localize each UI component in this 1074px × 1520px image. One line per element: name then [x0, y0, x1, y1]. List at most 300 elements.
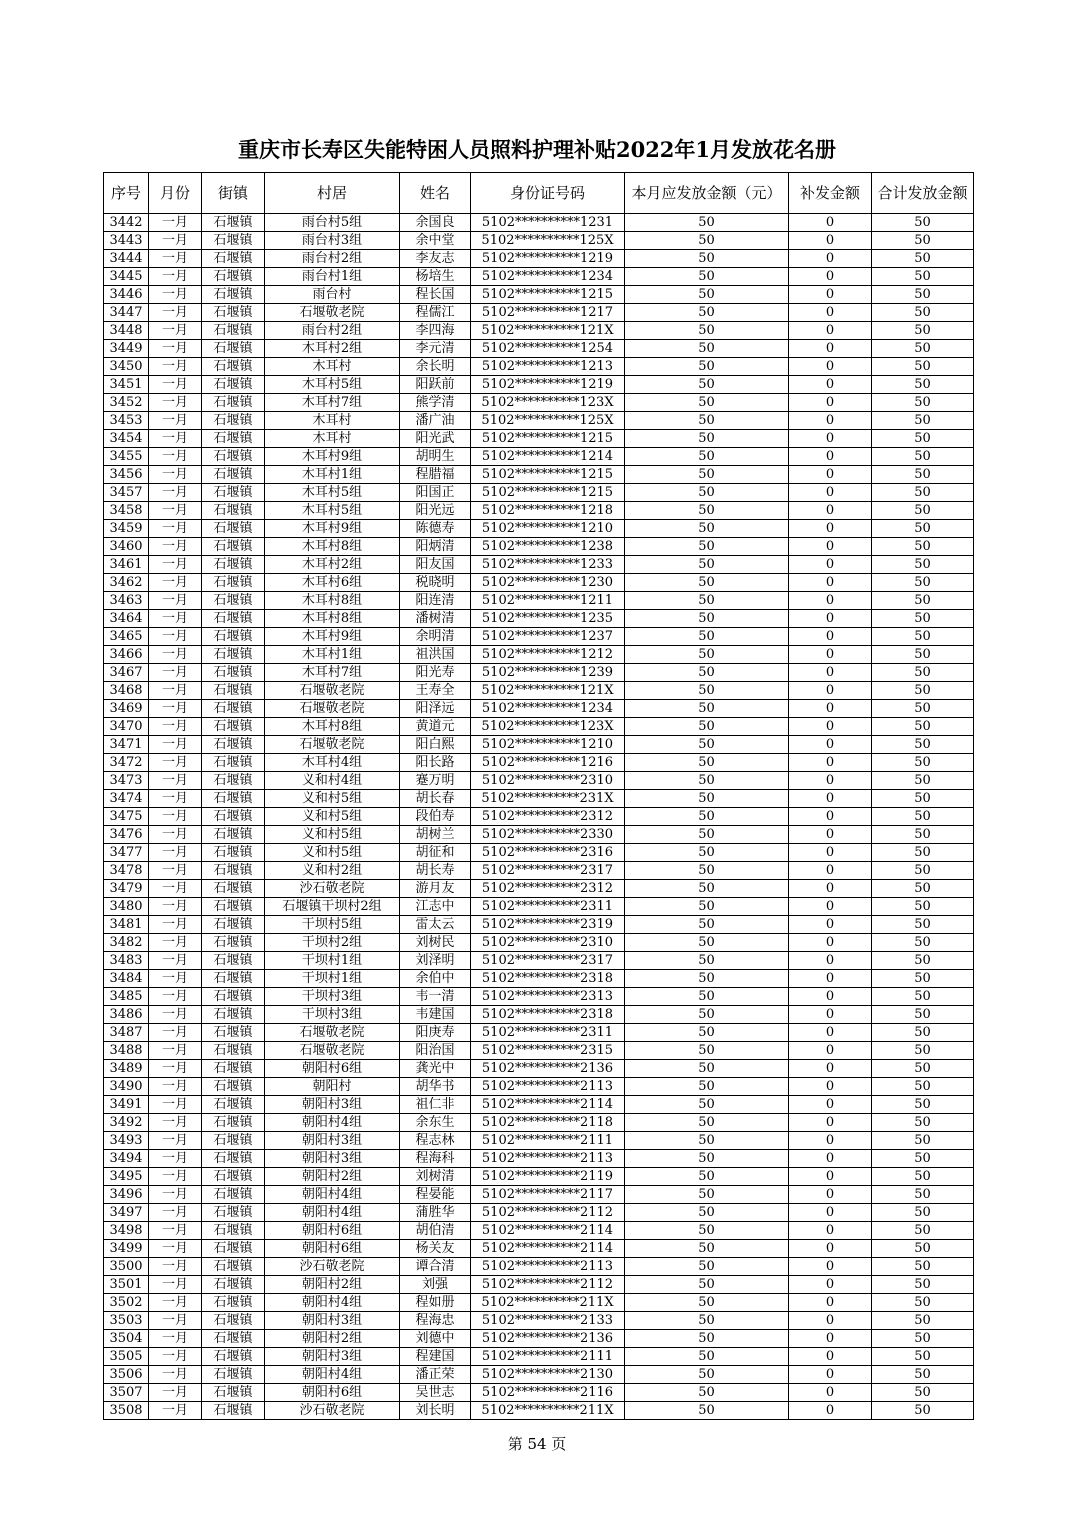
table-cell: 50 [872, 1150, 974, 1168]
table-row [104, 772, 974, 790]
table-cell: 0 [789, 376, 872, 394]
table-cell: 5102**********1217 [471, 304, 625, 322]
table-cell: 50 [625, 1330, 789, 1348]
table-cell: 50 [872, 268, 974, 286]
table-cell: 胡长春 [400, 790, 471, 808]
table-cell: 3504 [104, 1330, 149, 1348]
table-row [104, 466, 974, 484]
table-cell: 50 [872, 430, 974, 448]
table-cell: 石堰镇 [202, 250, 265, 268]
table-cell: 3465 [104, 628, 149, 646]
table-cell: 50 [872, 304, 974, 322]
table-cell: 3507 [104, 1384, 149, 1402]
table-cell: 朝阳村3组 [265, 1348, 400, 1366]
table-cell: 0 [789, 448, 872, 466]
table-cell: 余中堂 [400, 232, 471, 250]
table-cell: 50 [872, 898, 974, 916]
table-cell: 石堰镇 [202, 1168, 265, 1186]
table-cell: 0 [789, 484, 872, 502]
table-cell: 阳庚寿 [400, 1024, 471, 1042]
table-cell: 5102**********1237 [471, 628, 625, 646]
table-cell: 50 [625, 1222, 789, 1240]
table-cell: 5102**********1233 [471, 556, 625, 574]
table-cell: 5102**********121X [471, 322, 625, 340]
table-row [104, 538, 974, 556]
table-cell: 0 [789, 520, 872, 538]
table-cell: 3469 [104, 700, 149, 718]
table-cell: 朝阳村3组 [265, 1132, 400, 1150]
table-row [104, 232, 974, 250]
table-cell: 一月 [149, 628, 202, 646]
table-cell: 石堰镇 [202, 592, 265, 610]
table-cell: 3499 [104, 1240, 149, 1258]
table-cell: 一月 [149, 430, 202, 448]
table-cell: 0 [789, 808, 872, 826]
table-cell: 木耳村4组 [265, 754, 400, 772]
table-cell: 50 [872, 1258, 974, 1276]
table-cell: 一月 [149, 358, 202, 376]
table-row [104, 574, 974, 592]
table-row [104, 826, 974, 844]
table-cell: 一月 [149, 916, 202, 934]
table-row [104, 340, 974, 358]
table-cell: 0 [789, 754, 872, 772]
table-cell: 0 [789, 970, 872, 988]
table-cell: 50 [872, 358, 974, 376]
table-cell: 石堰镇 [202, 1024, 265, 1042]
table-row [104, 628, 974, 646]
table-cell: 干坝村1组 [265, 952, 400, 970]
table-cell: 50 [625, 1114, 789, 1132]
table-cell: 0 [789, 1132, 872, 1150]
table-cell: 雨台村 [265, 286, 400, 304]
table-cell: 3472 [104, 754, 149, 772]
table-cell: 5102**********231X [471, 790, 625, 808]
table-cell: 朝阳村4组 [265, 1366, 400, 1384]
table-cell: 3488 [104, 1042, 149, 1060]
table-cell: 石堰镇 [202, 916, 265, 934]
table-cell: 0 [789, 1060, 872, 1078]
table-cell: 50 [872, 1060, 974, 1078]
table-row [104, 214, 974, 232]
table-cell: 5102**********2111 [471, 1132, 625, 1150]
table-cell: 一月 [149, 952, 202, 970]
table-cell: 0 [789, 340, 872, 358]
table-cell: 刘树清 [400, 1168, 471, 1186]
table-cell: 3447 [104, 304, 149, 322]
table-cell: 程建国 [400, 1348, 471, 1366]
table-cell: 一月 [149, 376, 202, 394]
table-cell: 石堰镇 [202, 1006, 265, 1024]
table-cell: 潘广油 [400, 412, 471, 430]
table-cell: 李元清 [400, 340, 471, 358]
table-cell: 50 [625, 880, 789, 898]
table-cell: 义和村4组 [265, 772, 400, 790]
table-cell: 朝阳村4组 [265, 1114, 400, 1132]
table-cell: 50 [872, 700, 974, 718]
table-cell: 50 [872, 574, 974, 592]
table-cell: 石堰镇 [202, 286, 265, 304]
table-cell: 50 [872, 1096, 974, 1114]
table-cell: 0 [789, 1222, 872, 1240]
table-cell: 木耳村8组 [265, 610, 400, 628]
table-cell: 50 [625, 718, 789, 736]
table-cell: 50 [625, 1384, 789, 1402]
table-cell: 3502 [104, 1294, 149, 1312]
table-cell: 50 [625, 682, 789, 700]
header-cell: 街镇 [202, 173, 265, 214]
table-cell: 50 [625, 1060, 789, 1078]
table-cell: 石堰敬老院 [265, 736, 400, 754]
table-cell: 石堰镇 [202, 718, 265, 736]
table-cell: 50 [872, 862, 974, 880]
table-cell: 吴世志 [400, 1384, 471, 1402]
table-cell: 一月 [149, 1402, 202, 1420]
table-cell: 3491 [104, 1096, 149, 1114]
table-cell: 5102**********1215 [471, 466, 625, 484]
table-row [104, 1078, 974, 1096]
table-cell: 一月 [149, 772, 202, 790]
table-cell: 50 [872, 1168, 974, 1186]
table-cell: 朝阳村3组 [265, 1312, 400, 1330]
table-cell: 5102**********2310 [471, 772, 625, 790]
table-cell: 5102**********1215 [471, 430, 625, 448]
table-cell: 0 [789, 556, 872, 574]
table-cell: 0 [789, 700, 872, 718]
table-cell: 50 [625, 1150, 789, 1168]
table-cell: 50 [872, 790, 974, 808]
table-cell: 一月 [149, 1348, 202, 1366]
table-cell: 50 [872, 232, 974, 250]
table-row [104, 322, 974, 340]
table-cell: 朝阳村3组 [265, 1150, 400, 1168]
table-cell: 5102**********2315 [471, 1042, 625, 1060]
table-cell: 0 [789, 412, 872, 430]
table-cell: 一月 [149, 1132, 202, 1150]
table-row [104, 286, 974, 304]
table-cell: 一月 [149, 970, 202, 988]
table-cell: 石堰镇 [202, 1042, 265, 1060]
header-cell: 村居 [265, 173, 400, 214]
table-cell: 0 [789, 1312, 872, 1330]
table-cell: 5102**********125X [471, 412, 625, 430]
table-cell: 木耳村2组 [265, 556, 400, 574]
table-cell: 阳白熙 [400, 736, 471, 754]
table-cell: 0 [789, 322, 872, 340]
table-cell: 0 [789, 862, 872, 880]
table-cell: 石堰镇 [202, 1096, 265, 1114]
table-cell: 5102**********2319 [471, 916, 625, 934]
table-cell: 5102**********1219 [471, 250, 625, 268]
table-cell: 5102**********2112 [471, 1204, 625, 1222]
table-cell: 50 [872, 1330, 974, 1348]
table-cell: 5102**********2316 [471, 844, 625, 862]
table-cell: 石堰镇 [202, 376, 265, 394]
table-cell: 5102**********1212 [471, 646, 625, 664]
table-cell: 50 [872, 520, 974, 538]
table-cell: 石堰敬老院 [265, 304, 400, 322]
table-cell: 石堰镇 [202, 808, 265, 826]
table-row [104, 1330, 974, 1348]
table-cell: 0 [789, 988, 872, 1006]
table-cell: 一月 [149, 1276, 202, 1294]
table-cell: 阳治国 [400, 1042, 471, 1060]
table-cell: 石堰镇 [202, 952, 265, 970]
table-cell: 蒲胜华 [400, 1204, 471, 1222]
table-cell: 一月 [149, 1366, 202, 1384]
table-cell: 3446 [104, 286, 149, 304]
table-cell: 义和村5组 [265, 808, 400, 826]
table-cell: 税晓明 [400, 574, 471, 592]
table-cell: 3471 [104, 736, 149, 754]
table-cell: 50 [625, 790, 789, 808]
table-cell: 3468 [104, 682, 149, 700]
table-cell: 5102**********1239 [471, 664, 625, 682]
table-cell: 一月 [149, 664, 202, 682]
table-cell: 0 [789, 1240, 872, 1258]
table-cell: 一月 [149, 898, 202, 916]
table-cell: 程志林 [400, 1132, 471, 1150]
table-cell: 50 [872, 1006, 974, 1024]
table-cell: 0 [789, 1366, 872, 1384]
table-cell: 木耳村6组 [265, 574, 400, 592]
table-cell: 0 [789, 1294, 872, 1312]
table-cell: 5102**********1215 [471, 286, 625, 304]
table-row [104, 484, 974, 502]
table-cell: 3478 [104, 862, 149, 880]
table-cell: 3485 [104, 988, 149, 1006]
table-cell: 一月 [149, 1168, 202, 1186]
table-cell: 50 [872, 772, 974, 790]
header-cell: 合计发放金额 [872, 173, 974, 214]
table-cell: 胡征和 [400, 844, 471, 862]
table-cell: 阳光寿 [400, 664, 471, 682]
table-cell: 3500 [104, 1258, 149, 1276]
table-cell: 50 [625, 394, 789, 412]
table-cell: 50 [625, 1042, 789, 1060]
table-cell: 50 [625, 1168, 789, 1186]
table-cell: 沙石敬老院 [265, 1258, 400, 1276]
table-cell: 石堰镇 [202, 1294, 265, 1312]
table-cell: 50 [625, 340, 789, 358]
table-cell: 3483 [104, 952, 149, 970]
table-cell: 石堰镇 [202, 394, 265, 412]
table-cell: 程海忠 [400, 1312, 471, 1330]
table-cell: 潘树清 [400, 610, 471, 628]
table-cell: 5102**********2310 [471, 934, 625, 952]
table-cell: 一月 [149, 538, 202, 556]
table-cell: 3484 [104, 970, 149, 988]
table-row [104, 844, 974, 862]
table-cell: 50 [872, 448, 974, 466]
table-cell: 5102**********2114 [471, 1240, 625, 1258]
table-cell: 3444 [104, 250, 149, 268]
table-cell: 木耳村8组 [265, 592, 400, 610]
table-cell: 3454 [104, 430, 149, 448]
table-cell: 石堰镇 [202, 880, 265, 898]
table-cell: 雨台村3组 [265, 232, 400, 250]
table-cell: 50 [625, 286, 789, 304]
table-cell: 5102**********123X [471, 394, 625, 412]
table-cell: 0 [789, 1096, 872, 1114]
table-cell: 石堰镇 [202, 646, 265, 664]
table-cell: 一月 [149, 232, 202, 250]
table-cell: 50 [872, 736, 974, 754]
table-row [104, 376, 974, 394]
table-cell: 50 [625, 1294, 789, 1312]
table-cell: 50 [872, 988, 974, 1006]
table-cell: 50 [872, 1132, 974, 1150]
table-cell: 50 [625, 1312, 789, 1330]
table-cell: 石堰镇 [202, 574, 265, 592]
table-cell: 3480 [104, 898, 149, 916]
table-row [104, 1258, 974, 1276]
table-cell: 50 [872, 466, 974, 484]
table-cell: 石堰敬老院 [265, 682, 400, 700]
table-cell: 50 [872, 1024, 974, 1042]
table-cell: 50 [872, 952, 974, 970]
table-cell: 0 [789, 898, 872, 916]
table-cell: 0 [789, 610, 872, 628]
table-cell: 一月 [149, 718, 202, 736]
page-title: 重庆市长寿区失能特困人员照料护理补贴2022年1月发放花名册 [237, 137, 837, 162]
table-cell: 一月 [149, 412, 202, 430]
table-cell: 李友志 [400, 250, 471, 268]
table-cell: 50 [872, 1240, 974, 1258]
table-cell: 石堰镇 [202, 736, 265, 754]
table-cell: 阳国正 [400, 484, 471, 502]
table-cell: 3448 [104, 322, 149, 340]
table-cell: 义和村2组 [265, 862, 400, 880]
table-cell: 一月 [149, 682, 202, 700]
table-cell: 0 [789, 1114, 872, 1132]
table-cell: 50 [625, 1096, 789, 1114]
table-cell: 50 [625, 322, 789, 340]
table-cell: 3497 [104, 1204, 149, 1222]
table-cell: 刘强 [400, 1276, 471, 1294]
table-row [104, 1006, 974, 1024]
table-cell: 石堰镇 [202, 1348, 265, 1366]
table-cell: 石堰镇 [202, 304, 265, 322]
table-cell: 0 [789, 538, 872, 556]
table-cell: 石堰镇干坝村2组 [265, 898, 400, 916]
table-cell: 50 [625, 1006, 789, 1024]
table-cell: 木耳村5组 [265, 376, 400, 394]
table-row [104, 610, 974, 628]
table-cell: 0 [789, 358, 872, 376]
table-cell: 3462 [104, 574, 149, 592]
table-row [104, 430, 974, 448]
table-cell: 3470 [104, 718, 149, 736]
table-cell: 50 [625, 448, 789, 466]
table-cell: 5102**********2117 [471, 1186, 625, 1204]
table-cell: 阳光武 [400, 430, 471, 448]
table-cell: 韦一清 [400, 988, 471, 1006]
table-cell: 50 [625, 538, 789, 556]
table-cell: 50 [872, 484, 974, 502]
table-row [104, 934, 974, 952]
table-cell: 3493 [104, 1132, 149, 1150]
table-cell: 一月 [149, 934, 202, 952]
table-cell: 干坝村3组 [265, 1006, 400, 1024]
table-row [104, 268, 974, 286]
table-cell: 朝阳村 [265, 1078, 400, 1096]
table-cell: 石堰镇 [202, 466, 265, 484]
table-cell: 0 [789, 772, 872, 790]
table-row [104, 1024, 974, 1042]
table-cell: 朝阳村6组 [265, 1240, 400, 1258]
table-cell: 一月 [149, 556, 202, 574]
table-row [104, 1114, 974, 1132]
table-cell: 50 [625, 826, 789, 844]
table-cell: 一月 [149, 1186, 202, 1204]
table-cell: 朝阳村6组 [265, 1384, 400, 1402]
table-cell: 50 [872, 646, 974, 664]
table-cell: 3457 [104, 484, 149, 502]
table-cell: 程海科 [400, 1150, 471, 1168]
table-cell: 3481 [104, 916, 149, 934]
table-cell: 5102**********1214 [471, 448, 625, 466]
table-cell: 0 [789, 466, 872, 484]
table-row [104, 412, 974, 430]
table-cell: 3486 [104, 1006, 149, 1024]
table-cell: 3453 [104, 412, 149, 430]
table-cell: 石堰镇 [202, 1276, 265, 1294]
table-cell: 3445 [104, 268, 149, 286]
table-cell: 一月 [149, 880, 202, 898]
table-cell: 一月 [149, 466, 202, 484]
table-cell: 石堰镇 [202, 340, 265, 358]
table-row [104, 1060, 974, 1078]
table-cell: 陈德寿 [400, 520, 471, 538]
table-cell: 50 [872, 880, 974, 898]
table-cell: 3442 [104, 214, 149, 232]
table-cell: 3458 [104, 502, 149, 520]
table-cell: 50 [872, 1222, 974, 1240]
table-cell: 5102**********1231 [471, 214, 625, 232]
table-cell: 木耳村7组 [265, 664, 400, 682]
table-row [104, 1204, 974, 1222]
table-cell: 一月 [149, 790, 202, 808]
table-cell: 石堰镇 [202, 1186, 265, 1204]
table-row [104, 1366, 974, 1384]
table-cell: 0 [789, 592, 872, 610]
table-row [104, 502, 974, 520]
table-cell: 50 [872, 718, 974, 736]
table-cell: 石堰镇 [202, 898, 265, 916]
table-cell: 一月 [149, 736, 202, 754]
table-row [104, 1312, 974, 1330]
table-cell: 5102**********2113 [471, 1078, 625, 1096]
table-cell: 胡树兰 [400, 826, 471, 844]
table-cell: 50 [872, 250, 974, 268]
table-cell: 3459 [104, 520, 149, 538]
table-cell: 50 [872, 934, 974, 952]
table-cell: 50 [872, 1312, 974, 1330]
table-cell: 0 [789, 718, 872, 736]
table-cell: 杨关友 [400, 1240, 471, 1258]
table-cell: 杨培生 [400, 268, 471, 286]
table-row [104, 664, 974, 682]
table-cell: 50 [625, 952, 789, 970]
table-cell: 余伯中 [400, 970, 471, 988]
table-cell: 5102**********1254 [471, 340, 625, 358]
table-cell: 50 [625, 592, 789, 610]
table-cell: 一月 [149, 1240, 202, 1258]
table-cell: 祖仁非 [400, 1096, 471, 1114]
table-row [104, 952, 974, 970]
table-cell: 3467 [104, 664, 149, 682]
